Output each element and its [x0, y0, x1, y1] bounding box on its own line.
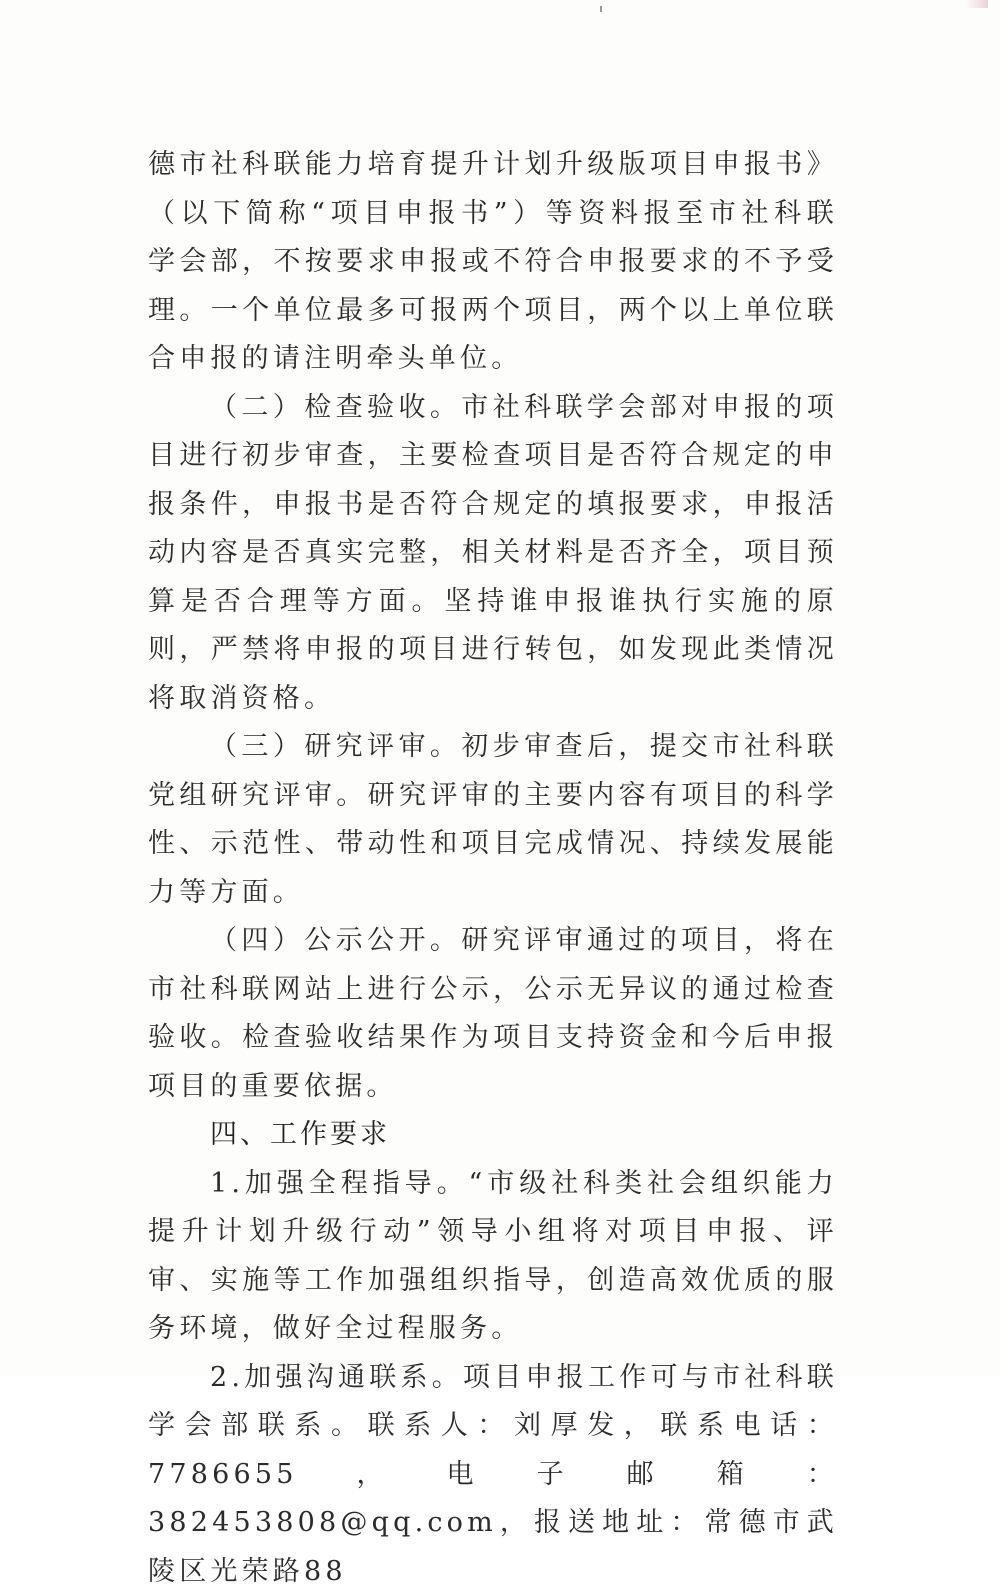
paragraph-public-announcement: （四）公示公开。研究评审通过的项目，将在市社科联网站上进行公示，公示无异议的通过检查验收。检查验收结果作为项目支持资金和今后申报项目的重要依据。: [148, 917, 838, 1111]
scan-mark: [600, 6, 602, 12]
document-body: [148, 141, 838, 1596]
paragraph-full-guidance: 1.加强全程指导。“市级社科类社会组织能力提升计划升级行动”领导小组将对项目申报、评审、实施等工作加强组织指导，创造高效优质的服务环境，做好全过程服务。: [148, 1160, 838, 1354]
scan-corner-mark: [966, 0, 988, 8]
paragraph-application-materials: 德市社科联能力培育提升计划升级版项目申报书》（以下简称“项目申报书”）等资料报至市社科联学会部，不按要求申报或不符合申报要求的不予受理。一个单位最多可报两个项目，两个以上单位联合申报的请注明牵头单位。: [148, 141, 838, 384]
section-heading-work-requirements: 四、工作要求: [148, 1111, 838, 1160]
paragraph-research-review: （三）研究评审。初步审查后，提交市社科联党组研究评审。研究评审的主要内容有项目的科学性、示范性、带动性和项目完成情况、持续发展能力等方面。: [148, 723, 838, 917]
paragraph-communication-contact: 2.加强沟通联系。项目申报工作可与市社科联学会部联系。联系人：刘厚发，联系电话：7786655，电子邮箱：382453808@qq.com，报送地址：常德市武陵区光荣路88: [148, 1354, 838, 1596]
paragraph-inspection-acceptance: （二）检查验收。市社科联学会部对申报的项目进行初步审查，主要检查项目是否符合规定的申报条件，申报书是否符合规定的填报要求，申报活动内容是否真实完整，相关材料是否齐全，项目预算是否合理等方面。坚持谁申报谁执行实施的原则，严禁将申报的项目进行转包，如发现此类情况将取消资格。: [148, 384, 838, 724]
